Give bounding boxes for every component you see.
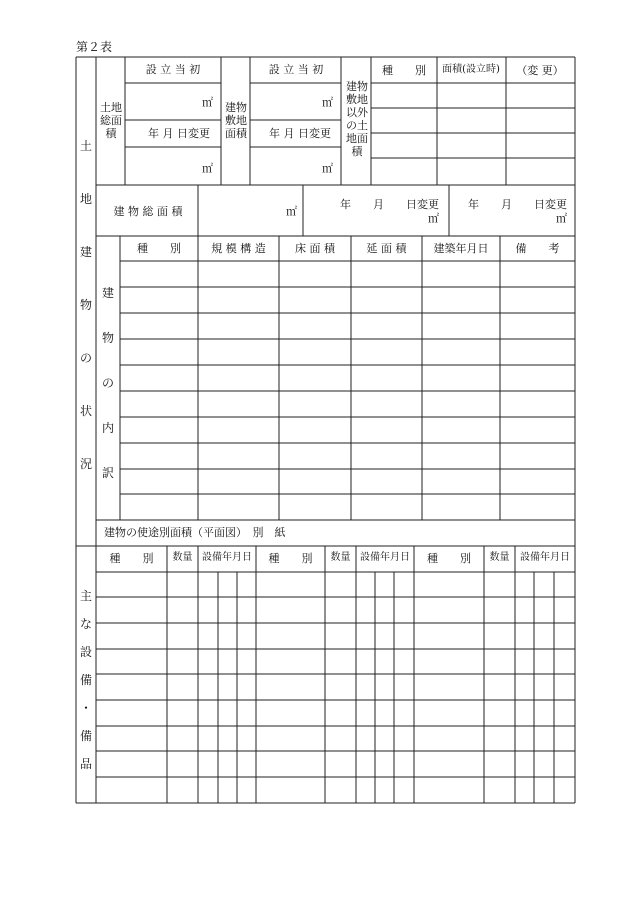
equipment-kind-header: 種 別 [109, 552, 154, 565]
date-changed-label: 年 月 日変更 [148, 127, 210, 140]
unit-label: ㎡ [286, 205, 297, 218]
other-land-area-label: 建物 敷地 以外 の土 地面 積 [346, 80, 368, 158]
equipment-label: 主 [79, 589, 93, 603]
land-building-status-label: 状 [79, 404, 93, 418]
land-building-status-label: 地 [79, 192, 93, 206]
equipment-quantity-header: 数量 [172, 552, 193, 563]
change-header: （変 更） [516, 64, 564, 77]
equipment-date-header: 設備年月日 [520, 552, 570, 563]
form-title: 第２表 [76, 40, 113, 54]
equipment-quantity-header: 数量 [330, 552, 351, 563]
date-changed-label: 年 月 日変更 [269, 127, 331, 140]
area-at-establishment-header: 面積(設立時) [442, 64, 500, 75]
date-changed-label: 年 月 日変更 [468, 198, 567, 211]
land-building-status-label: 物 [79, 298, 93, 312]
building-breakdown-label: 内 [101, 421, 115, 435]
building-detail-header: 種 別 [137, 242, 181, 255]
equipment-date-header: 設備年月日 [202, 552, 252, 563]
equipment-label: な [79, 617, 93, 631]
kind-header: 種 別 [382, 64, 426, 77]
unit-label: ㎡ [202, 96, 213, 109]
building-breakdown-label: の [101, 376, 115, 390]
unit-label: ㎡ [556, 212, 567, 225]
building-breakdown-label: 訳 [101, 466, 115, 480]
equipment-label: 備 [79, 729, 93, 743]
building-breakdown-label: 物 [101, 331, 115, 345]
building-detail-header: 建築年月日 [433, 242, 489, 255]
building-site-area-label: 建物 敷地 面積 [225, 101, 247, 140]
equipment-date-header: 設備年月日 [360, 552, 410, 563]
unit-label: ㎡ [428, 212, 439, 225]
equipment-label: ・ [79, 701, 93, 715]
building-detail-header: 床 面 積 [295, 242, 335, 255]
date-changed-label: 年 月 日変更 [340, 198, 439, 211]
equipment-label: 設 [79, 645, 93, 659]
building-breakdown-label: 建 [101, 286, 115, 300]
building-detail-header: 延 面 積 [366, 242, 407, 255]
equipment-kind-header: 種 別 [427, 552, 471, 565]
usage-area-note: 建物の使途別面積（平面図） 別 紙 [104, 526, 286, 539]
established-header: 設 立 当 初 [268, 63, 324, 76]
building-total-area-label: 建 物 総 面 積 [113, 205, 183, 218]
land-building-status-label: の [79, 351, 93, 365]
land-total-area-label: 土地 総面 積 [100, 101, 122, 140]
unit-label: ㎡ [322, 162, 333, 175]
land-building-status-label: 建 [79, 245, 93, 259]
building-detail-header: 規 模 構 造 [211, 242, 266, 255]
land-building-status-label: 況 [79, 457, 93, 471]
equipment-quantity-header: 数量 [489, 552, 510, 563]
established-header: 設 立 当 初 [145, 63, 201, 76]
equipment-label: 備 [79, 673, 93, 687]
equipment-kind-header: 種 別 [268, 552, 313, 565]
unit-label: ㎡ [202, 162, 213, 175]
building-detail-header: 備 考 [515, 242, 560, 255]
land-building-status-label: 土 [79, 139, 93, 153]
unit-label: ㎡ [322, 96, 333, 109]
equipment-label: 品 [79, 757, 93, 771]
